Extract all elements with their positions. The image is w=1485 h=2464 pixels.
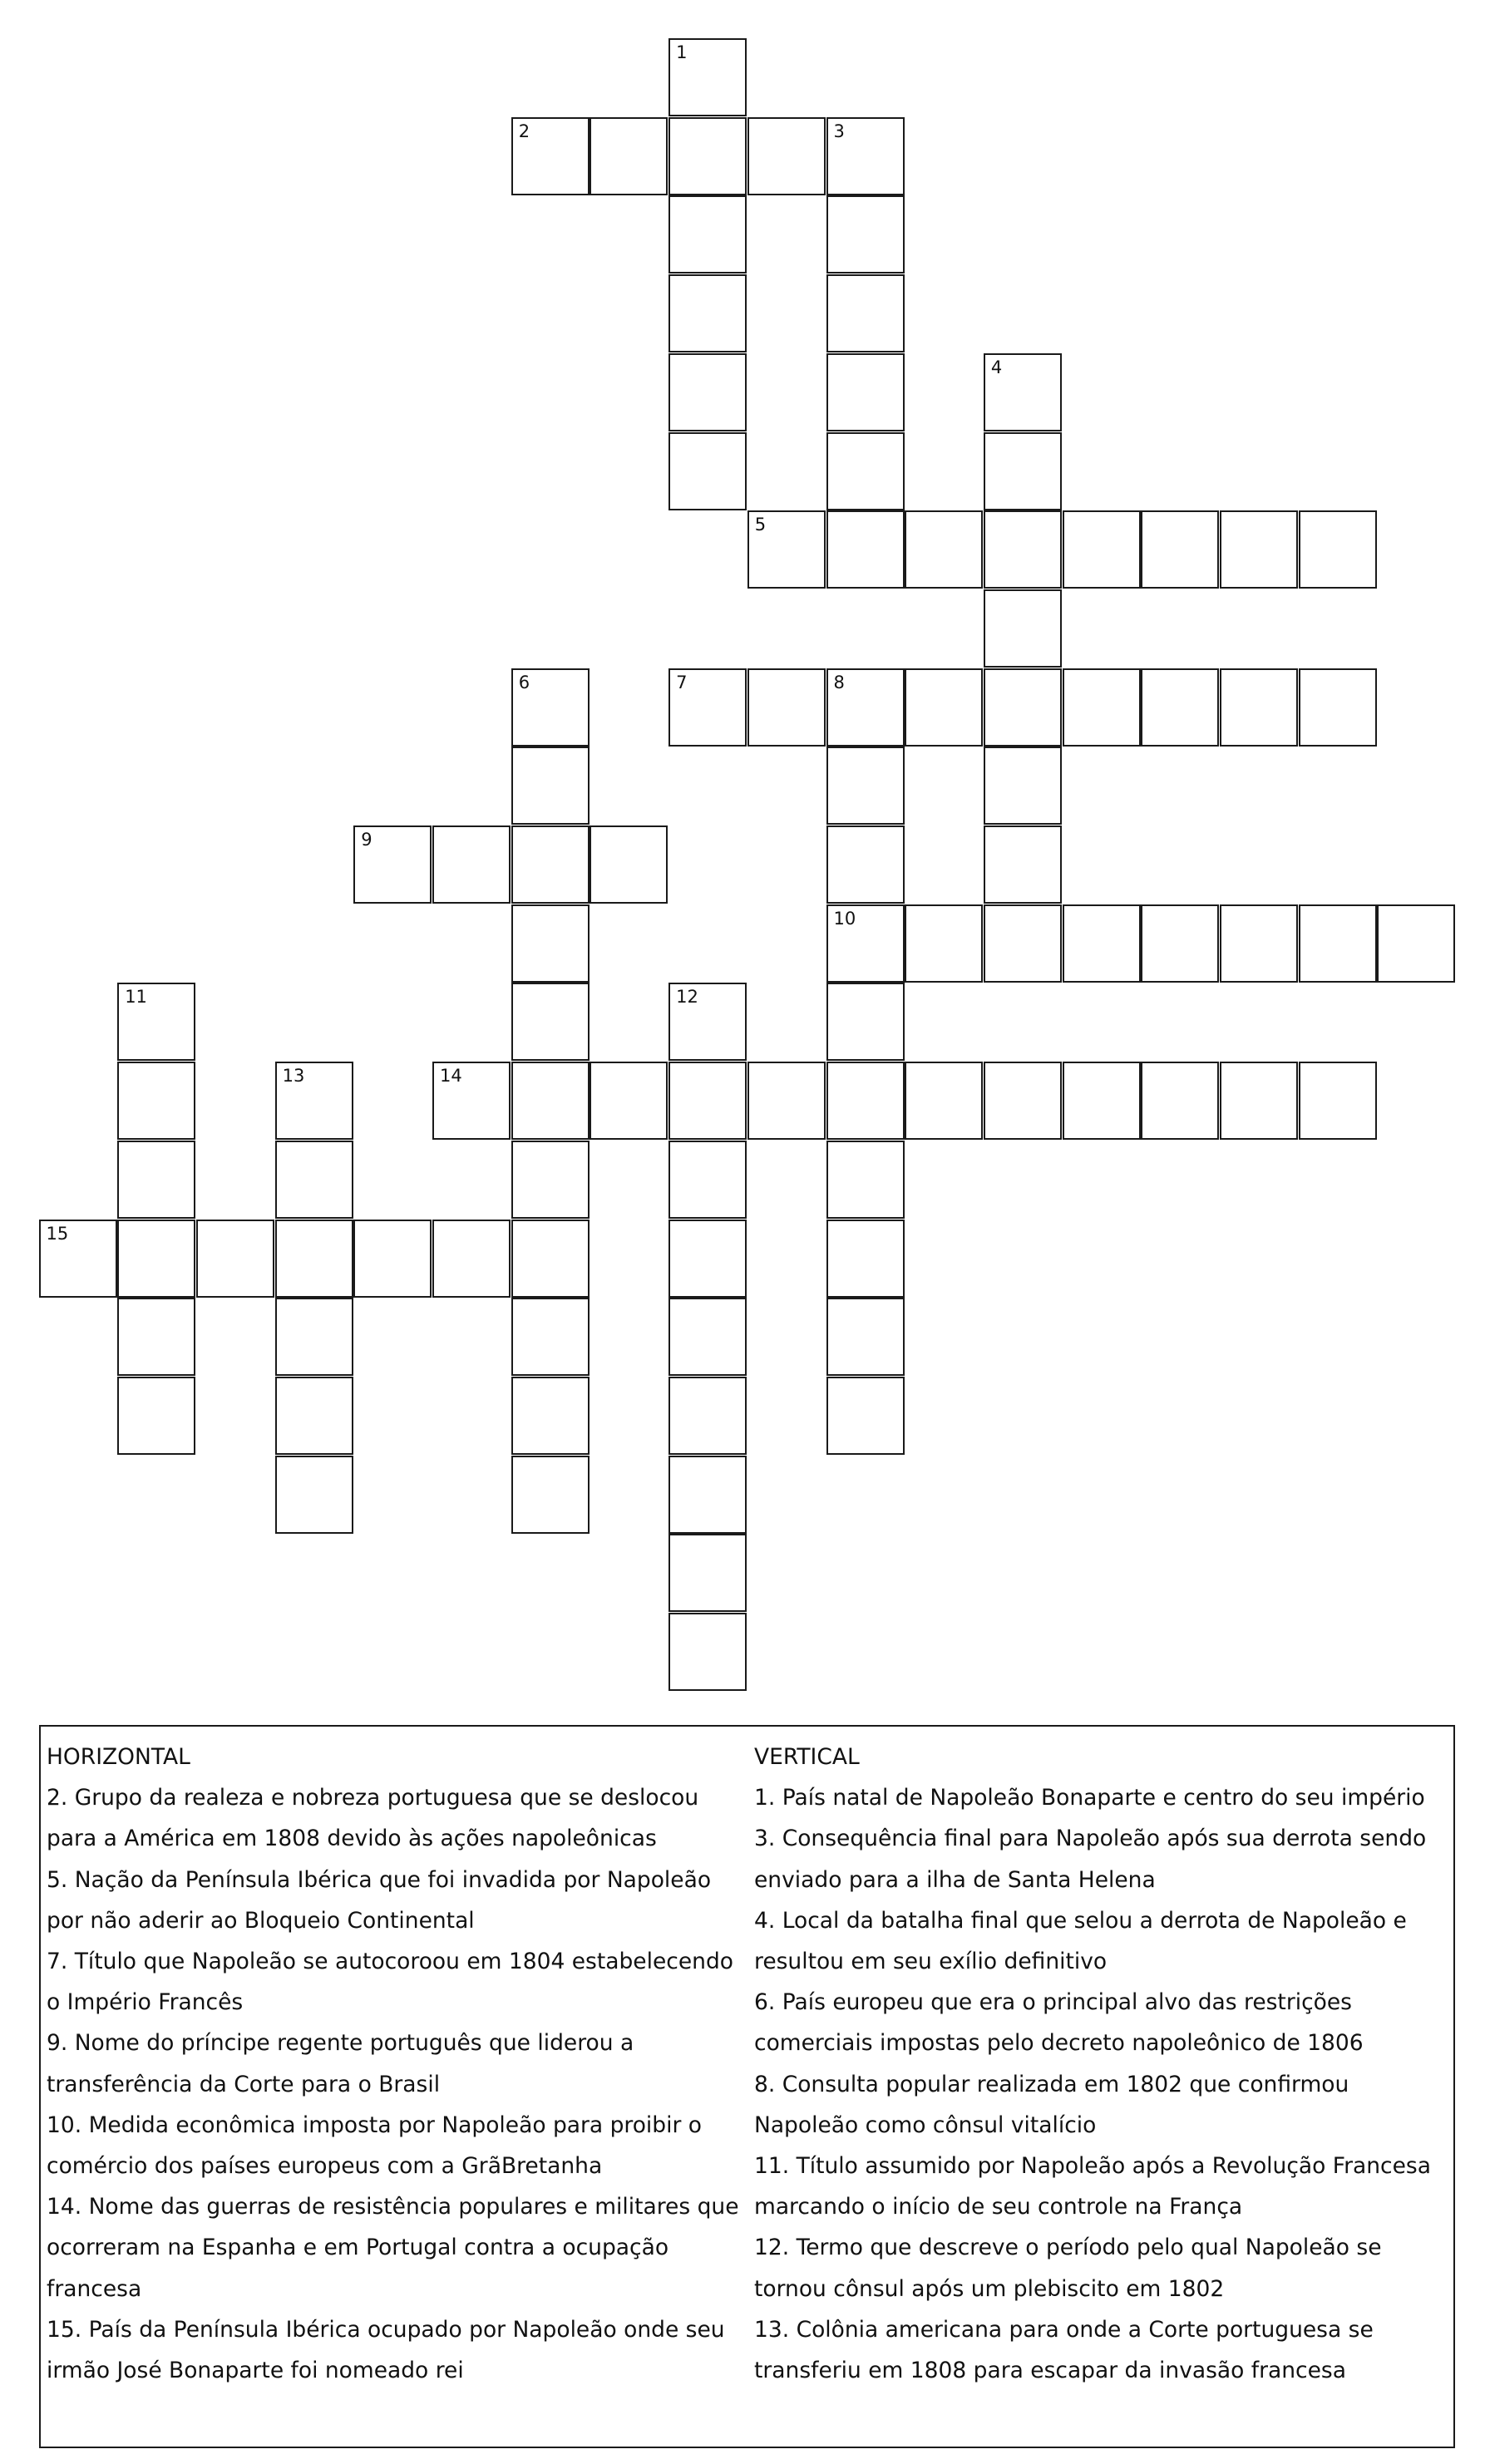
- grid-cell[interactable]: [826, 195, 905, 274]
- grid-cell[interactable]: [668, 1220, 747, 1298]
- grid-cell[interactable]: [353, 1220, 432, 1298]
- clue-number: 12: [676, 987, 698, 1008]
- grid-cell[interactable]: [1220, 668, 1298, 747]
- grid-cell[interactable]: [905, 510, 983, 589]
- grid-cell[interactable]: [826, 510, 905, 589]
- clue-number: 8: [833, 672, 845, 692]
- grid-cell[interactable]: [117, 1298, 195, 1376]
- grid-cell[interactable]: [747, 117, 826, 195]
- grid-cell[interactable]: [1141, 510, 1219, 589]
- grid-cell[interactable]: [511, 1141, 590, 1219]
- horizontal-heading: HORIZONTAL: [47, 1744, 190, 1770]
- grid-cell[interactable]: [117, 983, 195, 1061]
- clue-number: 9: [361, 830, 372, 850]
- grid-cell[interactable]: [826, 274, 905, 352]
- grid-cell[interactable]: [747, 510, 826, 589]
- clue-box: [39, 1725, 1455, 2448]
- grid-cell[interactable]: [511, 983, 590, 1061]
- grid-cell[interactable]: [747, 668, 826, 747]
- grid-cell[interactable]: [905, 1062, 983, 1140]
- grid-cell[interactable]: [1220, 904, 1298, 983]
- grid-cell[interactable]: [275, 1377, 353, 1455]
- grid-cell[interactable]: [590, 1062, 668, 1140]
- grid-cell[interactable]: [275, 1298, 353, 1376]
- grid-cell[interactable]: [984, 353, 1062, 431]
- grid-cell[interactable]: [826, 1062, 905, 1140]
- grid-cell[interactable]: [432, 1062, 511, 1140]
- grid-cell[interactable]: [590, 825, 668, 904]
- grid-cell[interactable]: [668, 353, 747, 431]
- grid-cell[interactable]: [1220, 1062, 1298, 1140]
- grid-cell[interactable]: [432, 1220, 511, 1298]
- grid-cell[interactable]: [826, 432, 905, 510]
- clue-number: 3: [833, 121, 845, 141]
- grid-cell[interactable]: [1299, 668, 1377, 747]
- grid-cell[interactable]: [196, 1220, 274, 1298]
- grid-cell[interactable]: [511, 1220, 590, 1298]
- grid-cell[interactable]: [511, 1456, 590, 1534]
- grid-cell[interactable]: [1141, 1062, 1219, 1140]
- grid-cell[interactable]: [984, 668, 1062, 747]
- grid-cell[interactable]: [668, 668, 747, 747]
- grid-cell[interactable]: [826, 1298, 905, 1376]
- grid-cell[interactable]: [668, 432, 747, 510]
- grid-cell[interactable]: [984, 1062, 1062, 1140]
- grid-cell[interactable]: [826, 904, 905, 983]
- grid-cell[interactable]: [511, 117, 590, 195]
- grid-cell[interactable]: [668, 38, 747, 116]
- clue-h-2: 2. Grupo da realeza e nobreza portuguesa que se deslocou para a América em 1808 devido às ações napoleônicas: [47, 1785, 699, 1852]
- clue-number: 15: [46, 1223, 69, 1244]
- clue-h-7: 7. Título que Napoleão se autocoroou em 1804 estabelecendo o Império Francês: [47, 1949, 733, 2016]
- grid-cell[interactable]: [826, 353, 905, 431]
- grid-cell[interactable]: [275, 1220, 353, 1298]
- grid-cell[interactable]: [1141, 904, 1219, 983]
- clue-v-1: 1. País natal de Napoleão Bonaparte e centro do seu império: [754, 1785, 1425, 1811]
- grid-cell[interactable]: [39, 1220, 117, 1298]
- grid-cell[interactable]: [826, 1377, 905, 1455]
- grid-cell[interactable]: [511, 668, 590, 747]
- grid-cell[interactable]: [511, 904, 590, 983]
- clue-number: 10: [833, 908, 856, 929]
- clue-number: 7: [676, 672, 688, 692]
- grid-cell[interactable]: [1063, 510, 1141, 589]
- clue-v-3: 3. Consequência final para Napoleão após sua derrota sendo enviado para a ilha de Santa Helena: [754, 1826, 1427, 1893]
- horizontal-clues: [47, 1737, 753, 2391]
- grid-cell[interactable]: [905, 668, 983, 747]
- grid-cell[interactable]: [353, 825, 432, 904]
- grid-cell[interactable]: [590, 117, 668, 195]
- clue-number: 4: [990, 357, 1003, 377]
- vertical-heading: VERTICAL: [754, 1744, 860, 1770]
- grid-cell[interactable]: [668, 1613, 747, 1691]
- grid-cell[interactable]: [826, 117, 905, 195]
- grid-cell[interactable]: [1063, 1062, 1141, 1140]
- grid-cell[interactable]: [1299, 510, 1377, 589]
- grid-cell[interactable]: [668, 195, 747, 274]
- clue-number: 13: [282, 1066, 305, 1087]
- grid-cell[interactable]: [984, 589, 1062, 668]
- grid-cell[interactable]: [668, 117, 747, 195]
- grid-cell[interactable]: [668, 274, 747, 352]
- clue-h-14: 14. Nome das guerras de resistência populares e militares que ocorreram na Espanha e em Portugal contra a ocupação francesa: [47, 2194, 739, 2302]
- grid-cell[interactable]: [1299, 1062, 1377, 1140]
- grid-cell[interactable]: [432, 825, 511, 904]
- grid-cell[interactable]: [668, 1534, 747, 1612]
- grid-cell[interactable]: [117, 1377, 195, 1455]
- grid-cell[interactable]: [984, 825, 1062, 904]
- grid-cell[interactable]: [668, 1298, 747, 1376]
- grid-cell[interactable]: [117, 1220, 195, 1298]
- grid-cell[interactable]: [117, 1062, 195, 1140]
- grid-cell[interactable]: [511, 1377, 590, 1455]
- grid-cell[interactable]: [905, 904, 983, 983]
- clue-v-12: 12. Termo que descreve o período pelo qual Napoleão se tornou cônsul após um plebiscito em 1802: [754, 2235, 1382, 2302]
- clue-v-4: 4. Local da batalha final que selou a derrota de Napoleão e resultou em seu exílio definitivo: [754, 1907, 1407, 1975]
- grid-cell[interactable]: [1299, 904, 1377, 983]
- clue-v-13: 13. Colônia americana para onde a Corte portuguesa se transferiu em 1808 para escapar da invasão francesa: [754, 2316, 1374, 2384]
- clue-number: 1: [676, 42, 688, 62]
- clue-number: 2: [518, 121, 530, 141]
- grid-cell[interactable]: [668, 1456, 747, 1534]
- vertical-clues: [754, 1737, 1453, 2391]
- grid-cell[interactable]: [826, 1220, 905, 1298]
- grid-cell[interactable]: [511, 747, 590, 825]
- clue-number: 11: [125, 987, 147, 1008]
- grid-cell[interactable]: [117, 1141, 195, 1219]
- grid-cell[interactable]: [668, 1062, 747, 1140]
- clue-h-15: 15. País da Península Ibérica ocupado por Napoleão onde seu irmão José Bonaparte foi nomeado rei: [47, 2316, 725, 2384]
- grid-cell[interactable]: [1063, 904, 1141, 983]
- grid-cell[interactable]: [826, 747, 905, 825]
- grid-cell[interactable]: [1141, 668, 1219, 747]
- clue-v-6: 6. País europeu que era o principal alvo das restrições comerciais impostas pelo decreto napoleônico de 1806: [754, 1989, 1364, 2057]
- grid-cell[interactable]: [747, 1062, 826, 1140]
- clue-v-8: 8. Consulta popular realizada em 1802 que confirmou Napoleão como cônsul vitalício: [754, 2071, 1349, 2138]
- grid-cell[interactable]: [1063, 668, 1141, 747]
- grid-cell[interactable]: [275, 1141, 353, 1219]
- clue-number: 5: [754, 515, 767, 535]
- grid-cell[interactable]: [826, 825, 905, 904]
- grid-cell[interactable]: [511, 825, 590, 904]
- grid-cell[interactable]: [826, 1141, 905, 1219]
- clue-h-9: 9. Nome do príncipe regente português que liderou a transferência da Corte para o Brasil: [47, 2030, 634, 2097]
- grid-cell[interactable]: [511, 1298, 590, 1376]
- grid-cell[interactable]: [668, 983, 747, 1061]
- grid-cell[interactable]: [275, 1456, 353, 1534]
- grid-cell[interactable]: [984, 747, 1062, 825]
- clue-h-10: 10. Medida econômica imposta por Napoleão para proibir o comércio dos países europeus com a GrãBretanha: [47, 2112, 703, 2180]
- grid-cell[interactable]: [511, 1062, 590, 1140]
- clue-number: 14: [440, 1066, 462, 1087]
- grid-cell[interactable]: [668, 1141, 747, 1219]
- grid-cell[interactable]: [668, 1377, 747, 1455]
- grid-cell[interactable]: [826, 668, 905, 747]
- grid-cell[interactable]: [984, 432, 1062, 510]
- grid-cell[interactable]: [1220, 510, 1298, 589]
- grid-cell[interactable]: [826, 983, 905, 1061]
- grid-cell[interactable]: [984, 510, 1062, 589]
- grid-cell[interactable]: [1377, 904, 1455, 983]
- clue-h-5: 5. Nação da Península Ibérica que foi invadida por Napoleão por não aderir ao Bloqueio Continental: [47, 1866, 712, 1934]
- clue-number: 6: [518, 672, 530, 692]
- grid-cell[interactable]: [984, 904, 1062, 983]
- clue-v-11: 11. Título assumido por Napoleão após a Revolução Francesa marcando o início de seu controle na França: [754, 2153, 1431, 2220]
- grid-cell[interactable]: [275, 1062, 353, 1140]
